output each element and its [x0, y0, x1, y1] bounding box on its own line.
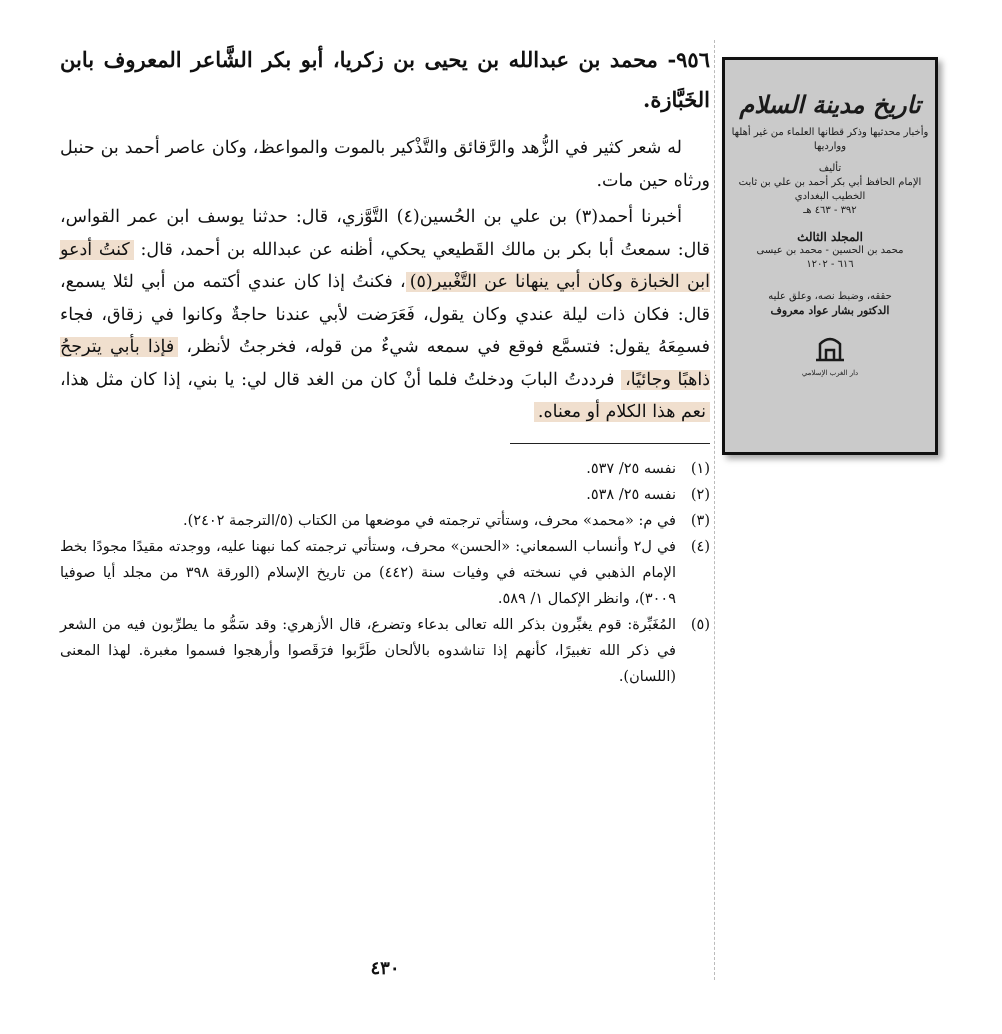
book-page — [60, 40, 710, 1020]
entry-paragraph-2 — [60, 201, 710, 429]
footnote — [60, 508, 710, 534]
footnote-number: (٥) — [690, 616, 710, 633]
cover-volume-numbers: ٦١٦ - ١٢٠٢ — [806, 259, 854, 270]
cover-author-dates: ٣٩٢ - ٤٦٣ هـ — [803, 205, 857, 216]
footnote-text: في م: «محمد» محرف، وستأتي ترجمته في موضعها من الكتاب (٥/الترجمة ٢٤٠٢). — [183, 512, 676, 529]
highlight-1: كنتُ أدعو ابن الخبازة وكان أبي ينهانا عن التَّغْبير(٥) — [60, 239, 710, 292]
footnote — [60, 534, 710, 612]
cover-editor-label: حققه، وضبط نصه، وعلق عليه — [768, 291, 892, 302]
cover-title: تاريخ مدينة السلام — [739, 90, 921, 119]
footnote-text: في ل٢ وأنساب السمعاني: «الحسن» محرف، وستأتي ترجمته كما نبهنا عليه، ووجدته مقيدًا مجودًا بخط الإمام الذهبي في نسخته في وفيات سنة (٤٤٢) من تاريخ الإسلام (الورقة ٣٩٨ من مجلد أيا صوفيا ٣٠٠٩)، وانظر الإكمال ١/ ٥٨٩. — [60, 538, 676, 607]
footnote-number: (٤) — [690, 538, 710, 555]
footnote — [60, 456, 710, 482]
footnote — [60, 612, 710, 690]
paragraph-text: أخبرنا أحمد(٣) بن علي بن الحُسين(٤) التَّوَّزي، قال: حدثنا يوسف ابن عمر القواس، قال: سمعتُ أبا بكر بن مالك القَطيعي يحكي، أظنه عن عبدالله بن أحمد، قال: — [60, 207, 710, 260]
footnote-text: نفسه ٢٥/ ٥٣٧. — [586, 460, 676, 477]
cover-author-nisba: الخطيب البغدادي — [794, 191, 866, 202]
footnotes — [60, 456, 710, 690]
book-cover — [722, 57, 938, 455]
cover-author: الإمام الحافظ أبي بكر أحمد بن علي بن ثابت — [738, 177, 922, 188]
footnote-number: (٣) — [690, 512, 710, 529]
highlight-2: فإذا بأبي يترجحُ ذاهبًا وجائيًا، — [60, 337, 710, 390]
entry-paragraph-1: له شعر كثير في الزُّهد والرَّقائق والتَّذْكير بالموت والمواعظ، وكان عاصر أحمد بن حنبل ورثاه حين مات. — [60, 138, 710, 191]
cover-publisher: دار الغرب الإسلامي — [801, 369, 859, 377]
highlight-3: نعم هذا الكلام أو معناه. — [534, 402, 710, 422]
page-number: ٤٣٠ — [370, 958, 400, 979]
publisher-logo-icon — [810, 330, 850, 366]
footnote-text: المُغَبِّرة: قوم يغبِّرون بذكر الله تعالى بدعاء وتضرع، قال الأزهري: وقد سَمُّو ما يطرِّبون فيه من الشعر في ذكر الله تغبيرًا، كأنهم إذا تناشدوه بالألحان طَرَّبوا فرَقَصوا وأرهجوا فسموا مغبرة. لهذا المعنى (اللسان). — [60, 616, 676, 685]
paragraph-text: ، فكنتُ إذا كان عندي أكتمه من أبي لئلا يسمع، قال: فكان ذات ليلة عندي وكان يقول، فَعَرَضت لأبي عندنا حاجةٌ وكانوا في زقاق، فجاء فسمِعَهُ يقول: فتسمَّع فوقع في سمعه شيءٌ من قوله، فخرجتُ لأنظر، — [60, 272, 711, 357]
footnote-separator — [510, 443, 710, 444]
cover-subtitle: وأخبار محدثيها وذكر قطانها العلماء من غير أهلها ووارديها — [731, 127, 929, 152]
footnote — [60, 482, 710, 508]
cover-author-label: تأليف — [818, 163, 842, 174]
footnote-number: (٢) — [690, 486, 710, 503]
paragraph-text: فرددتُ البابَ ودخلتُ فلما أنْ كان من الغد قال لي: يا بني، إذا كان مثل هذا، — [60, 369, 622, 390]
cover-volume: المجلد الثالث — [797, 230, 863, 244]
cover-volume-range: محمد بن الحسين - محمد بن عيسى — [756, 245, 904, 256]
footnote-number: (١) — [690, 460, 710, 477]
footnote-text: نفسه ٢٥/ ٥٣٨. — [586, 486, 676, 503]
entry-title: ٩٥٦- محمد بن عبدالله بن يحيى بن زكريا، أبو بكر الشَّاعر المعروف بابن الخَبَّازة. — [60, 47, 710, 112]
cover-editor: الدكتور بشار عواد معروف — [770, 304, 890, 317]
